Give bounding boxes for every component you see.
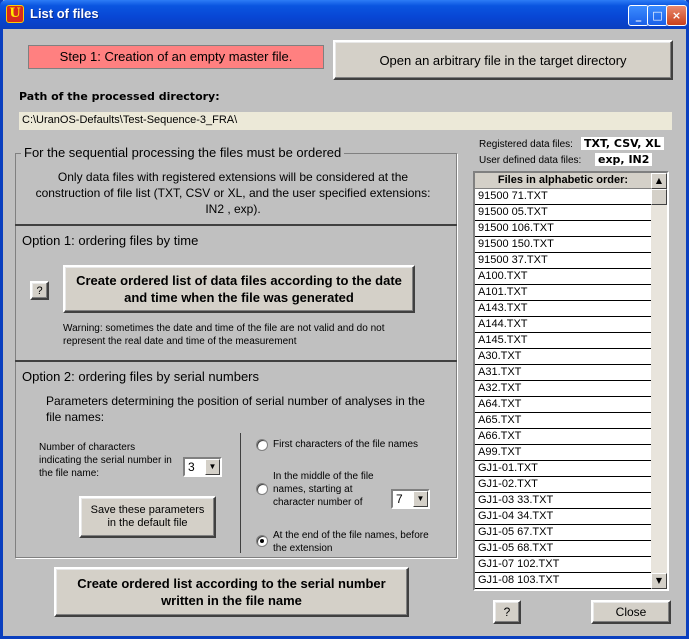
middle-position-value: 7 [396, 492, 403, 506]
radio-middle-label: In the middle of the file names, starting at character number of [273, 471, 374, 508]
registered-value: TXT, CSV, XL [581, 137, 664, 150]
list-item[interactable]: A145.TXT [475, 333, 651, 349]
separator [15, 224, 457, 226]
radio-end-label: At the end of the file names, before the extension [273, 530, 429, 554]
ordering-group-title: For the sequential processing the files must be ordered [21, 145, 344, 160]
list-item[interactable]: A30.TXT [475, 349, 651, 365]
title-bar[interactable] [0, 0, 689, 29]
option-1-help-button[interactable]: ? [30, 281, 49, 300]
option-1-title: Option 1: ordering files by time [22, 233, 199, 248]
list-item[interactable]: GJ1-08 103.TXT [475, 573, 651, 589]
list-item[interactable]: A144.TXT [475, 317, 651, 333]
num-chars-value: 3 [188, 460, 195, 474]
step-1-label: Step 1: Creation of an empty master file. [28, 45, 324, 69]
list-item[interactable]: A99.TXT [475, 445, 651, 461]
radio-selected-dot [260, 539, 264, 543]
ordering-description: Only data files with registered extensions will be considered at the construction of file list (TXT, CSV or XL, and the user specified extensions: IN2 , exp). [35, 170, 431, 216]
chevron-down-icon[interactable]: ▼ [205, 459, 220, 475]
file-list-header: Files in alphabetic order: [475, 173, 651, 189]
window-title: List of files [30, 6, 99, 21]
middle-position-select[interactable] [391, 489, 430, 509]
list-item[interactable]: 91500 05.TXT [475, 205, 651, 221]
list-item[interactable]: A143.TXT [475, 301, 651, 317]
radio-end[interactable] [256, 535, 268, 547]
radio-first-label: First characters of the file names [273, 439, 419, 450]
list-item[interactable]: GJ1-02.TXT [475, 477, 651, 493]
scroll-thumb[interactable] [651, 189, 667, 205]
list-item[interactable]: GJ1-04 34.TXT [475, 509, 651, 525]
app-icon: U [6, 5, 24, 23]
num-chars-label: Number of characters indicating the serial number in the file name: [39, 442, 172, 479]
list-item[interactable]: GJ1-07 102.TXT [475, 557, 651, 573]
list-item[interactable]: A31.TXT [475, 365, 651, 381]
chevron-down-icon[interactable]: ▼ [413, 491, 428, 507]
list-item[interactable]: A32.TXT [475, 381, 651, 397]
option-2-title: Option 2: ordering files by serial numbers [22, 369, 260, 384]
list-item[interactable]: 91500 71.TXT [475, 189, 651, 205]
list-item[interactable]: A66.TXT [475, 429, 651, 445]
create-list-by-time-button[interactable]: Create ordered list of data files according to the date and time when the file was generated [63, 265, 415, 313]
maximize-button[interactable]: □ [647, 5, 668, 26]
path-field: C:\UranOS-Defaults\Test-Sequence-3_FRA\ [19, 112, 672, 130]
option-1-warning: Warning: sometimes the date and time of the file are not valid and do not represent the real date and time of the measurement [63, 323, 385, 347]
list-item[interactable]: A101.TXT [475, 285, 651, 301]
path-label: Path of the processed directory: [19, 90, 220, 103]
list-item[interactable]: A65.TXT [475, 413, 651, 429]
save-parameters-button[interactable]: Save these parameters in the default file [79, 496, 216, 538]
num-chars-select[interactable] [183, 457, 222, 477]
radio-group-divider [240, 433, 241, 553]
list-item[interactable]: GJ1-03 33.TXT [475, 493, 651, 509]
close-button[interactable]: Close [591, 600, 671, 624]
list-item[interactable]: 91500 37.TXT [475, 253, 651, 269]
help-button[interactable]: ? [493, 600, 521, 624]
scroll-down-icon[interactable]: ▼ [651, 573, 667, 589]
create-list-by-serial-button[interactable]: Create ordered list according to the serial number written in the file name [54, 567, 409, 617]
registered-label: Registered data files: [479, 139, 573, 150]
list-item[interactable]: GJ1-05 68.TXT [475, 541, 651, 557]
list-item[interactable]: A100.TXT [475, 269, 651, 285]
file-list-rows [475, 189, 667, 589]
list-item[interactable]: 91500 106.TXT [475, 221, 651, 237]
separator [15, 360, 457, 362]
list-item[interactable]: A64.TXT [475, 397, 651, 413]
option-2-description: Parameters determining the position of serial number of analyses in the file names: [46, 394, 425, 424]
minimize-button[interactable]: _ [628, 5, 649, 26]
vertical-scrollbar[interactable] [651, 173, 667, 589]
user-defined-value: exp, IN2 [595, 153, 652, 166]
radio-middle[interactable] [256, 483, 268, 495]
open-file-button[interactable]: Open an arbitrary file in the target directory [333, 40, 673, 80]
radio-first-characters[interactable] [256, 439, 268, 451]
file-listbox[interactable] [473, 171, 669, 591]
list-item[interactable]: GJ1-05 67.TXT [475, 525, 651, 541]
scroll-up-icon[interactable]: ▲ [651, 173, 667, 189]
list-item[interactable]: GJ1-01.TXT [475, 461, 651, 477]
user-defined-label: User defined data files: [479, 155, 582, 166]
list-item[interactable]: 91500 150.TXT [475, 237, 651, 253]
close-window-button[interactable]: × [666, 5, 687, 26]
